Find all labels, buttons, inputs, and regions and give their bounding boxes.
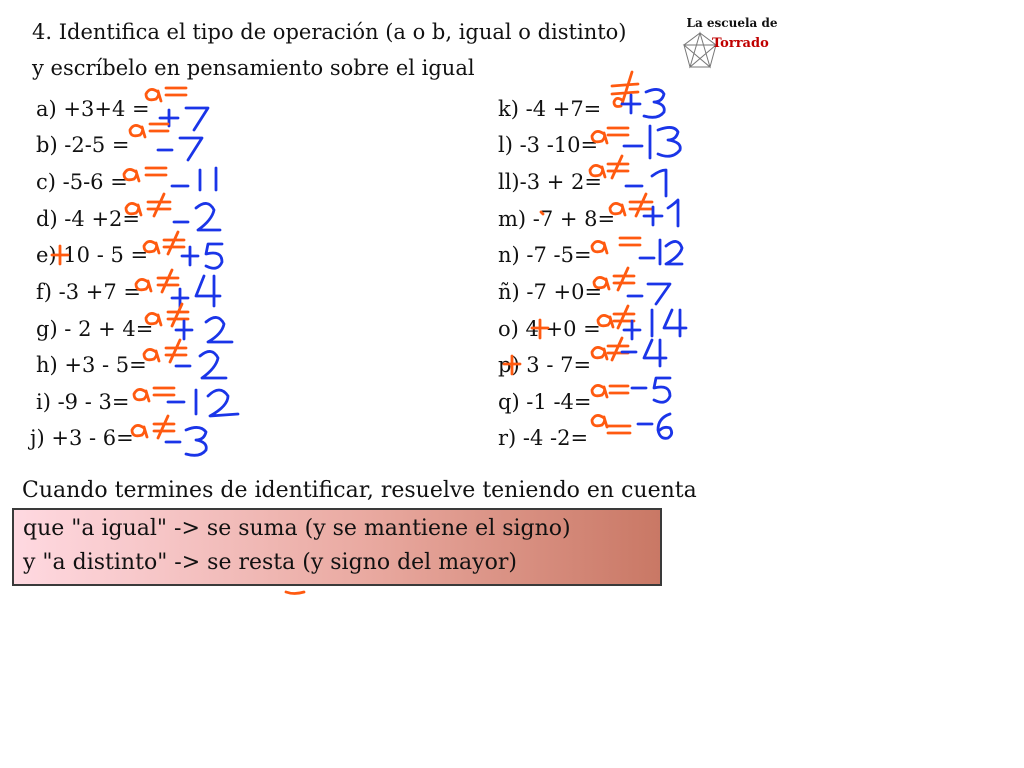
exercise-l: l) -3 -10= <box>498 133 599 157</box>
handwritten-answer-enye <box>628 284 670 304</box>
exercise-q: q) -1 -4= <box>498 390 592 414</box>
handwritten-classification-e <box>52 232 184 264</box>
instructions-text: Cuando termines de identificar, resuelve teniendo en cuenta <box>22 478 697 503</box>
exercise-subtitle: y escríbelo en pensamiento sobre el igual <box>32 56 475 80</box>
exercise-j: j) +3 - 6= <box>30 426 134 450</box>
handwritten-answer-f <box>172 276 220 307</box>
handwritten-answer-e <box>182 244 222 268</box>
handwritten-classification-i <box>134 388 174 401</box>
handwritten-answer-b <box>158 138 202 160</box>
handwritten-classification-c <box>124 168 166 181</box>
exercise-c: c) -5-6 = <box>36 170 128 194</box>
exercise-i: i) -9 - 3= <box>36 390 130 414</box>
exercise-d: d) -4 +2= <box>36 207 140 231</box>
rule-different: y "a distinto" -> se resta (y signo del mayor) <box>23 550 517 575</box>
handwritten-classification-j <box>132 416 174 438</box>
handwritten-classification-f <box>136 270 178 292</box>
handwritten-classification-b <box>130 124 168 137</box>
rule-equal: que "a igual" -> se suma (y se mantiene el signo) <box>23 516 571 541</box>
exercise-e: e) 10 - 5 = <box>36 243 149 267</box>
handwritten-classification-q <box>592 385 628 397</box>
exercise-p: p) 3 - 7= <box>498 353 592 377</box>
exercise-f: f) -3 +7 = <box>36 280 141 304</box>
exercise-m: m) -7 + 8= <box>498 207 616 231</box>
handwritten-classification-p <box>504 338 628 374</box>
exercise-n: n) -7 -5= <box>498 243 592 267</box>
handwritten-answer-c <box>172 168 216 190</box>
logo-text-bottom: Torrado <box>712 36 769 51</box>
exercise-g: g) - 2 + 4= <box>36 317 154 341</box>
exercise-r: r) -4 -2= <box>498 426 589 450</box>
handwritten-answer-a <box>160 108 208 130</box>
exercise-a: a) +3+4 = <box>36 97 150 121</box>
handwritten-classification-k <box>612 72 638 107</box>
exercise-k: k) -4 +7= <box>498 97 602 121</box>
handwritten-classification-d <box>126 194 170 216</box>
handwritten-classification-r <box>592 415 630 433</box>
rules-box <box>12 508 662 586</box>
handwritten-classification-enye <box>594 268 634 290</box>
handwritten-classification-o <box>532 306 634 338</box>
handwritten-answer-g <box>176 317 232 342</box>
handwritten-classification-a <box>146 88 186 101</box>
handwritten-classification-m <box>541 194 652 216</box>
handwritten-classification-g <box>146 304 188 326</box>
handwritten-answer-d <box>174 203 220 230</box>
exercise-enye: ñ) -7 +0= <box>498 280 603 304</box>
handwritten-answer-p <box>622 340 666 366</box>
exercise-ll: ll)-3 + 2= <box>498 170 602 194</box>
handwritten-answer-r <box>638 414 672 438</box>
handwritten-classification-ll <box>590 156 628 178</box>
handwritten-classification-h <box>144 340 186 362</box>
handwritten-classification-l <box>592 128 628 143</box>
exercise-title: 4. Identifica el tipo de operación (a o b, igual o distinto) <box>32 20 627 44</box>
handwritten-answer-i <box>168 390 238 416</box>
exercise-h: h) +3 - 5= <box>36 353 147 377</box>
handwritten-answer-m <box>644 200 678 226</box>
handwritten-answer-n <box>640 240 682 264</box>
handwritten-answer-q <box>632 378 670 402</box>
handwritten-answer-ll <box>626 170 666 196</box>
exercise-o: o) 4 +0 = <box>498 317 601 341</box>
exercise-b: b) -2-5 = <box>36 133 130 157</box>
handwritten-classification-n <box>592 238 640 253</box>
logo-text-top: La escuela de <box>686 16 778 30</box>
handwritten-answer-l <box>624 126 680 158</box>
handwritten-underline <box>286 592 304 594</box>
